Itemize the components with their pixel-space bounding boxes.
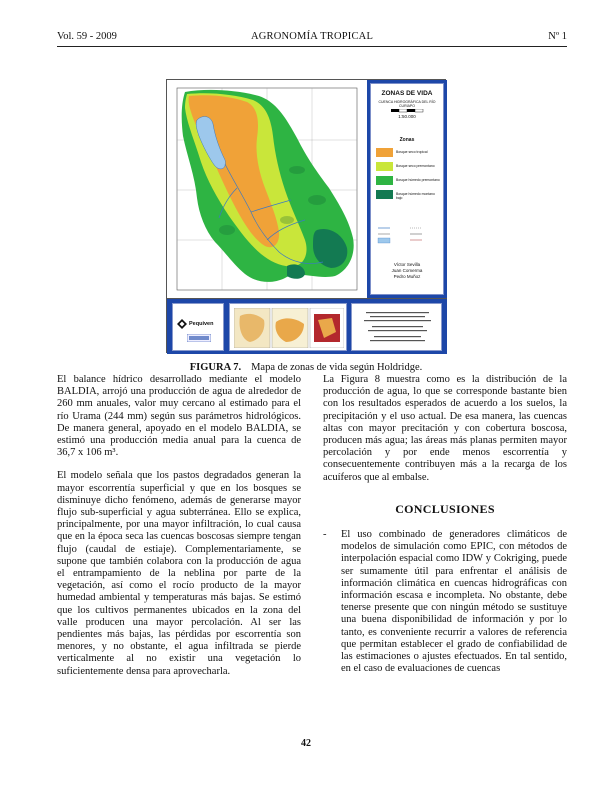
- running-header: [57, 31, 567, 45]
- issue-label: Nº 1: [548, 31, 567, 42]
- map-frame: [167, 80, 367, 298]
- legend-subtitle-2: CURIAPO: [399, 104, 415, 108]
- page-number: 42: [301, 738, 311, 749]
- legend-swatch: [376, 190, 393, 199]
- legend-label: Bosque seco premontano: [396, 164, 435, 168]
- legend-box: [370, 83, 444, 295]
- legend-label: Bosque húmedo montano bajo: [396, 192, 435, 200]
- legend-credit: Juan Comerma: [391, 268, 423, 273]
- legend-label: Bosque húmedo premontano: [396, 178, 440, 182]
- legend-panel: [367, 80, 447, 298]
- logo-text: Pequiven: [189, 321, 214, 327]
- legend-label: Bosque seco tropical: [396, 150, 428, 154]
- volume-label: Vol. 59 - 2009: [57, 31, 117, 42]
- location-maps: [234, 308, 344, 348]
- institutional-text-lines: [360, 312, 435, 344]
- legend-subtitle: CUENCA HIDROGRÁFICA DEL RÍO: [378, 100, 436, 104]
- paragraph: El modelo señala que los pastos degradados generan la mayor escorrentía superficial y que en los bosques se disminuye dicho fenómeno, además de generarse mayor flujo sub-superficial y agua subterránea. Ello se explica, principalmente, por una mayor infiltración, lo cual causa que en la época seca las cuencas boscosas siempre tengan flujo (caudal de estiaje). Complementariamente, se supone que también colabora con la producción de agua el entrampamiento de la neblina por parte de la vegetación, así como el rocío producto de la mayor humedad ambiental y temperaturas más bajas. Se estimó que los cultivos permanentes ubicados en la zona del valle producen una mayor percolación. Al ser las pendientes más bajas, las pérdidas por escorrentía son menores, y no obstante, el agua infiltrada se pierde verticalmente al no existir una vegetación lo suficientemente densa para aprovecharla.: [57, 470, 301, 677]
- logo-box: [172, 303, 224, 351]
- life-zones-map: [167, 80, 367, 298]
- figure-caption-text: Mapa de zonas de vida según Holdridge.: [251, 362, 423, 373]
- legend-scale: 1:50.000: [398, 114, 416, 119]
- legend-credit: Víctor Sevilla: [393, 262, 421, 267]
- legend-item: [376, 190, 442, 199]
- conclusion-item: [323, 529, 567, 675]
- legend-swatch: [376, 148, 393, 157]
- section-title: CONCLUSIONES: [395, 501, 495, 516]
- legend-title: ZONAS DE VIDA: [381, 90, 433, 97]
- paragraph: El balance hídrico desarrollado mediante el modelo BALDIA, arrojó una producción de agua de alrededor de 260 mm anuales, valor muy cercano al estimado para el río Urama (244 mm) según sus parámetros hidrológicos. De manera general, apoyado en el modelo BALDIA, se estimó una producción media anual para la cuenca de 36,7 x 106 m³.: [57, 374, 301, 459]
- legend-credit: Pedro Muñoz: [393, 274, 421, 279]
- figure-caption: [0, 362, 612, 373]
- legend-symbols: [376, 224, 442, 248]
- header-rule: [57, 46, 567, 47]
- figure-footer-strip: [167, 298, 447, 354]
- legend-item: [376, 176, 442, 185]
- secondary-logo-icon: [187, 334, 211, 342]
- pequiven-logo-icon: [177, 319, 187, 329]
- conclusion-text: El uso combinado de generadores climáticos de modelos de simulación como EPIC, con métodos de interpolación espacial como IDW y Cokriging, puede ser sumamente útil para enfrentar el análisis de información climática en cuencas hidrográficas con información escasa e incompleta. No obstante, debe tenerse presente que con ningún método se sustituye una buena disponibilidad de información y por lo tanto, es conveniente recurrir a valores de referencia que permitan establecer el grado de confiabilidad de las estimaciones o ajustes efectuados. En tal sentido, en el caso de evaluaciones de cuencas: [341, 529, 567, 675]
- figure-label: FIGURA 7.: [189, 362, 242, 373]
- location-maps-box: [229, 303, 347, 351]
- legend-item: [376, 162, 442, 171]
- institutional-box: [351, 303, 442, 351]
- scale-bar: [391, 109, 425, 113]
- paragraph: La Figura 8 muestra como es la distribución de la producción de agua, lo que se corresponde bastante bien con los resultados esperados de acuerdo a los suelos, la precipitación y el uso actual. De esa manera, las cuencas altas con mayor precitación y con cobertura boscosa, producen más agua; las áreas más planas permiten mayor percolación y por ende menos escorrentía y consecuentemente contribuyen más a la recarga de los acuíferos que al embalse.: [323, 374, 567, 483]
- figure-map: [166, 79, 446, 353]
- journal-title: AGRONOMÍA TROPICAL: [250, 31, 374, 42]
- list-dash: -: [323, 529, 327, 541]
- legend-swatch: [376, 162, 393, 171]
- legend-section-title: Zonas: [399, 137, 415, 143]
- legend-swatch: [376, 176, 393, 185]
- right-column: [323, 374, 567, 675]
- legend-item: [376, 148, 442, 157]
- left-column: [57, 374, 301, 689]
